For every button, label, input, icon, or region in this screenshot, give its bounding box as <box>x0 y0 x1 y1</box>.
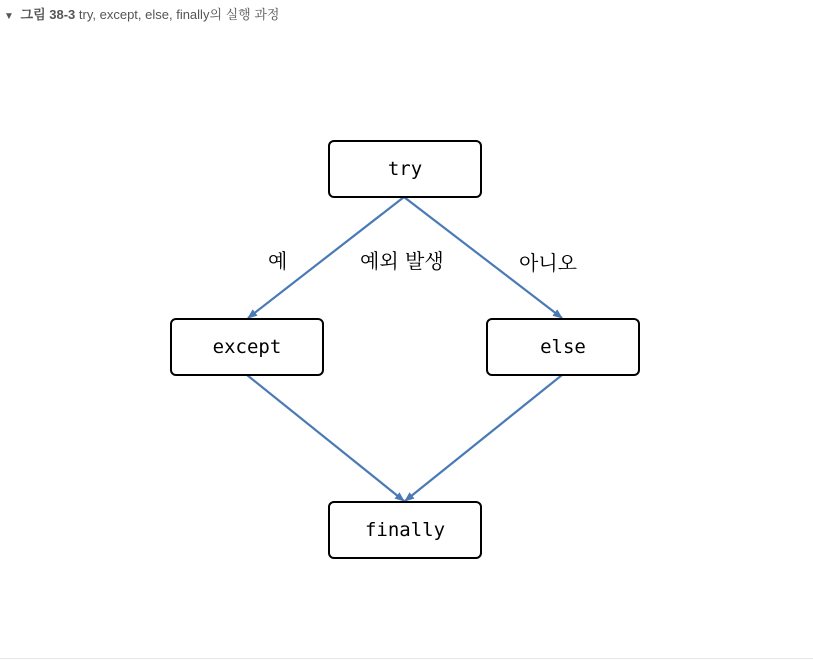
figure-title: try, except, else, finally의 실행 과정 <box>78 7 280 22</box>
node-finally: finally <box>328 501 482 559</box>
collapse-triangle-icon[interactable]: ▼ <box>4 11 14 22</box>
node-else: else <box>486 318 640 376</box>
label-yes: 예 <box>268 249 288 273</box>
figure-number: 그림 38-3 <box>20 7 76 22</box>
arrow-else-to-finally <box>405 375 562 501</box>
label-no: 아니오 <box>519 251 577 275</box>
node-except: except <box>170 318 324 376</box>
label-exception-raised: 예외 발생 <box>360 249 444 273</box>
bottom-divider <box>0 658 813 659</box>
arrow-except-to-finally <box>247 375 404 501</box>
node-try: try <box>328 140 482 198</box>
